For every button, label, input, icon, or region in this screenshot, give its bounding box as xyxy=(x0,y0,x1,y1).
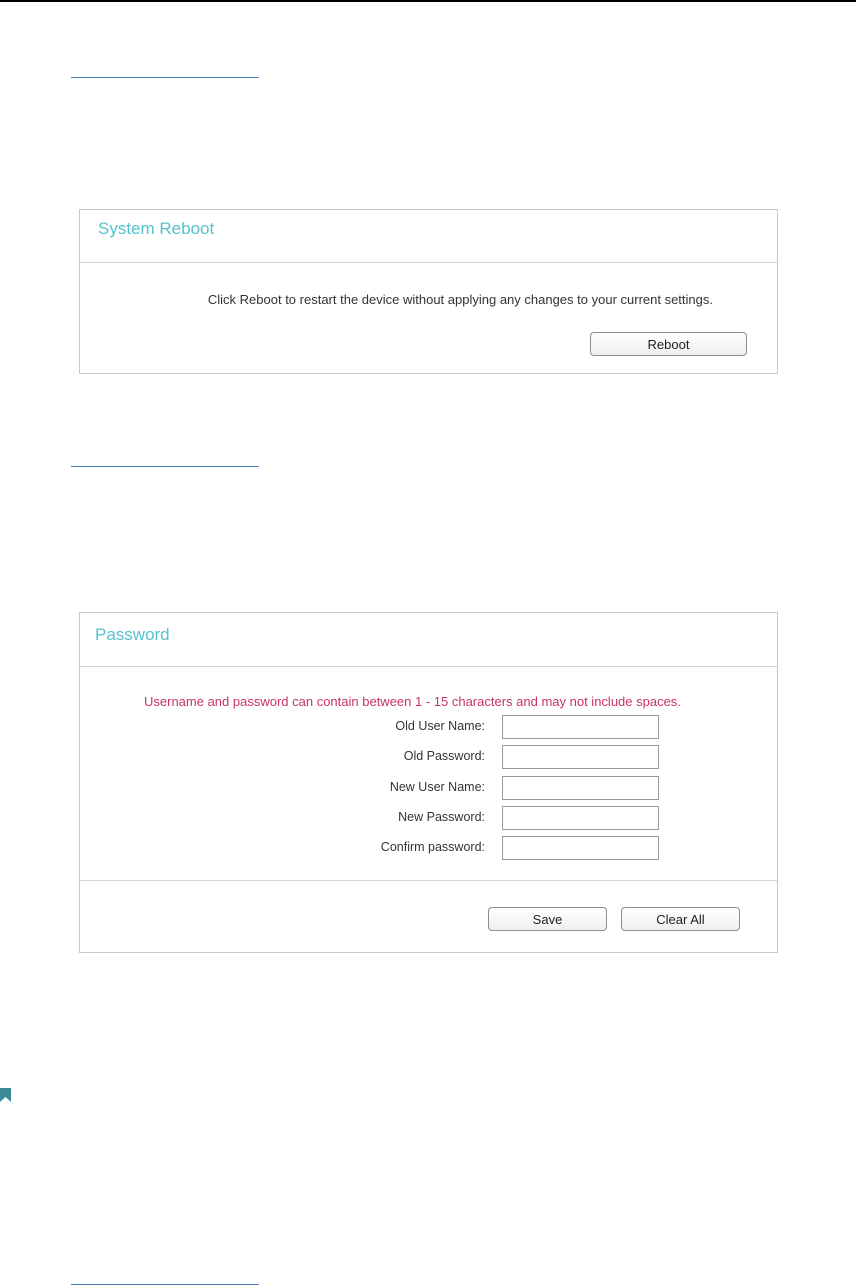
reboot-button[interactable]: Reboot xyxy=(590,332,747,356)
section-rule-1 xyxy=(71,77,259,78)
section-rule-3 xyxy=(71,1284,259,1285)
old-password-input[interactable] xyxy=(502,745,659,769)
old-username-input[interactable] xyxy=(502,715,659,739)
panel-divider xyxy=(80,666,777,667)
new-password-input[interactable] xyxy=(502,806,659,830)
password-title: Password xyxy=(95,625,170,644)
save-button[interactable]: Save xyxy=(488,907,607,931)
new-username-label: New User Name: xyxy=(389,780,485,794)
panel-divider xyxy=(80,262,777,263)
reboot-description: Click Reboot to restart the device without applying any changes to your current settings. xyxy=(207,292,713,307)
new-password-label: New Password: xyxy=(398,810,485,824)
confirm-password-label: Confirm password: xyxy=(380,840,485,854)
top-border xyxy=(0,0,856,2)
system-reboot-title: System Reboot xyxy=(98,219,215,238)
panel-divider xyxy=(80,880,777,881)
password-panel xyxy=(79,612,778,953)
section-rule-2 xyxy=(71,466,259,467)
clear-all-button[interactable]: Clear All xyxy=(621,907,740,931)
confirm-password-input[interactable] xyxy=(502,836,659,860)
password-notice: Username and password can contain between 1 - 15 characters and may not include spaces. xyxy=(144,694,681,709)
new-username-input[interactable] xyxy=(502,776,659,800)
old-username-label: Old User Name: xyxy=(395,719,485,733)
old-password-label: Old Password: xyxy=(403,749,485,763)
system-reboot-panel xyxy=(79,209,778,374)
bookmark-icon xyxy=(0,1088,11,1102)
